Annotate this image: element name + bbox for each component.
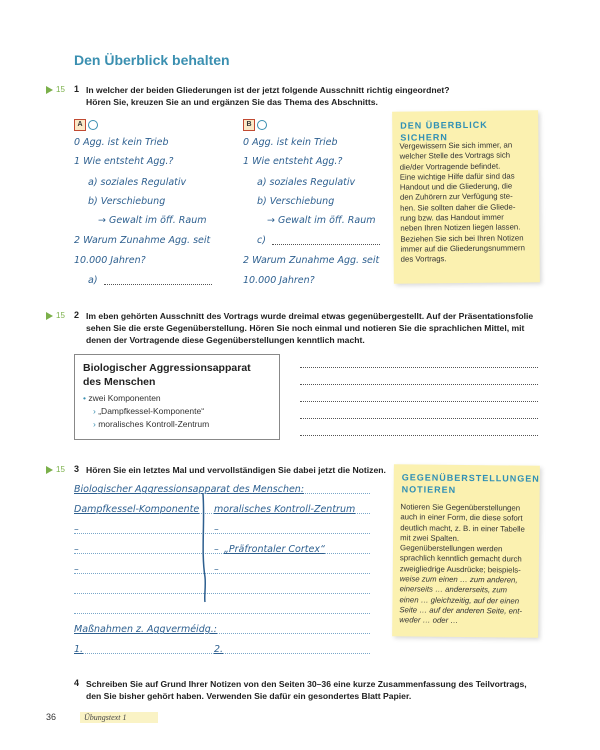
- instruction-line: In welcher der beiden Gliederungen ist der jetzt folgende Ausschnitt richtig eingeordnet?: [86, 85, 450, 95]
- tip-line: sprachlich kenntlich gemacht durch: [399, 553, 522, 565]
- tip-line: immer auf die Gliederungsnummern: [400, 243, 525, 254]
- audio-track-marker-1: [46, 85, 65, 94]
- tip-line: einerseits … andererseits, zum: [399, 584, 508, 595]
- play-icon: [46, 86, 53, 94]
- notes-dash: –: [74, 564, 79, 575]
- page-number: 36: [46, 712, 57, 722]
- notes-measure-1: 1.: [74, 644, 84, 655]
- option-a-label: A: [74, 119, 86, 131]
- answer-line-b[interactable]: [272, 244, 380, 245]
- option-b-checkbox[interactable]: [257, 120, 267, 130]
- ruled-line: [74, 553, 370, 554]
- tip-heading-line: GEGENÜBERSTELLUNGEN: [401, 472, 540, 484]
- outline-line: 2 Warum Zunahme Agg. seit: [74, 235, 211, 246]
- outline-line: 1 Wie entsteht Agg.?: [243, 156, 343, 167]
- answer-line-a[interactable]: [104, 284, 212, 285]
- tip-line: Beziehen Sie sich bei Ihren Notizen: [400, 233, 524, 244]
- audio-track-number: 15: [56, 311, 65, 320]
- tip-line: weder … oder …: [399, 615, 459, 626]
- task-number: 3: [74, 464, 80, 474]
- instruction-line: denen der Vortragende diese Gegenüberstellungen kenntlich macht.: [86, 335, 365, 345]
- notes-dash: –: [74, 544, 79, 555]
- instruction-line: Im eben gehörten Ausschnitt des Vortrags wurde dreimal etwas gegenübergestellt. Auf der Präsentationsfolie: [86, 311, 534, 321]
- tip-line: des Vortrags.: [400, 254, 447, 264]
- notes-dash: –: [214, 564, 219, 575]
- tip-line: Seite … auf der anderen Seite, ent-: [399, 605, 523, 616]
- outline-line: 10.000 Jahren?: [74, 255, 146, 266]
- tip-box-contrasts: [392, 464, 540, 638]
- notes-measures-heading: Maßnahmen z. Aggverméidg.:: [74, 624, 217, 635]
- notes-right-item: „Präfrontaler Cortex“: [224, 544, 325, 555]
- slide-list: [83, 392, 209, 431]
- task-1-instruction: [86, 84, 450, 108]
- answer-line[interactable]: [300, 435, 538, 436]
- tip-line: neben Ihren Notizen liegen lassen.: [400, 222, 521, 234]
- tip-line: Eine wichtige Hilfe dafür sind das: [399, 171, 515, 182]
- notes-dash: –: [214, 524, 219, 535]
- tip-line: Gegenüberstellungen werden: [399, 543, 503, 554]
- tip-heading-line: NOTIEREN: [401, 484, 457, 495]
- tip-line: Notieren Sie Gegenüberstellungen: [400, 502, 521, 513]
- slide-title-line: Biologischer Aggressionsapparat: [83, 362, 251, 374]
- option-a-checkbox[interactable]: [88, 120, 98, 130]
- task-3-instruction: Hören Sie ein letztes Mal und vervollständigen Sie dabei jetzt die Notizen.: [86, 465, 386, 475]
- chevron-right-icon: ›: [93, 406, 96, 416]
- outline-line: c): [257, 235, 266, 246]
- tip-line: Vergewissern Sie sich immer, an: [399, 140, 513, 151]
- presentation-slide: [74, 354, 280, 440]
- chevron-right-icon: ›: [93, 419, 96, 429]
- outline-line: b) Verschiebung: [257, 196, 335, 207]
- tip-line: Handout und die Gliederung, die: [399, 181, 513, 192]
- section-title: Den Überblick behalten: [74, 52, 230, 68]
- answer-line[interactable]: [300, 367, 538, 368]
- outline-line: a) soziales Regulativ: [88, 177, 187, 188]
- column-divider: [198, 492, 212, 604]
- tip-heading: DEN ÜBERBLICK SICHERN: [400, 119, 488, 143]
- audio-track-number: 15: [56, 465, 65, 474]
- instruction-line: den Sie bisher gehört haben. Verwenden Sie dafür ein gesondertes Blatt Papier.: [86, 691, 412, 701]
- outline-line: → Gewalt im öff. Raum: [98, 215, 207, 226]
- instruction-line: Schreiben Sie auf Grund Ihrer Notizen von den Seiten 30–36 eine kurze Zusammenfassung des Teilvortrags,: [86, 679, 527, 689]
- task-4-instruction: [86, 678, 527, 702]
- outline-line: → Gewalt im öff. Raum: [267, 215, 376, 226]
- outline-line: 2 Warum Zunahme Agg. seit: [243, 255, 380, 266]
- slide-bullet: [83, 392, 209, 405]
- tip-body: [399, 140, 525, 265]
- tip-line: rung bzw. das Handout immer: [400, 212, 504, 223]
- audio-track-marker-2: [46, 311, 65, 320]
- tip-body: [399, 502, 525, 627]
- task-number: 2: [74, 310, 80, 320]
- notes-dash: –: [214, 544, 219, 555]
- task-number: 4: [74, 678, 80, 688]
- tip-line: hen. Sie sollten daher die Gliede-: [400, 202, 516, 213]
- tip-line: mit zwei Spalten.: [400, 533, 460, 543]
- option-b-label: B: [243, 119, 255, 131]
- slide-title-line: des Menschen: [83, 376, 156, 388]
- tip-line: auch in einer Form, die diese sofort: [400, 512, 523, 523]
- ruled-line: [74, 573, 370, 574]
- tip-box-overview: [392, 110, 540, 284]
- tip-line: welcher Stelle des Vortrags sich: [399, 150, 511, 161]
- audio-track-marker-3: [46, 465, 65, 474]
- slide-subitem: [83, 418, 209, 431]
- outline-line: b) Verschiebung: [88, 196, 166, 207]
- instruction-line: Hören Sie, kreuzen Sie an und ergänzen Sie das Thema des Abschnitts.: [86, 97, 378, 107]
- subitem-text: moralisches Kontroll-Zentrum: [98, 419, 210, 429]
- ruled-line: [74, 593, 370, 594]
- answer-line[interactable]: [300, 418, 538, 419]
- outline-line: 1 Wie entsteht Agg.?: [74, 156, 174, 167]
- play-icon: [46, 312, 53, 320]
- ruled-line: [74, 533, 370, 534]
- outline-line: 10.000 Jahren?: [243, 275, 315, 286]
- outline-line: a): [88, 275, 98, 286]
- tip-heading: [402, 471, 540, 496]
- answer-line[interactable]: [300, 401, 538, 402]
- audio-track-number: 15: [56, 85, 65, 94]
- tip-line: einen … gleichzeitig, auf der einen: [399, 594, 520, 606]
- notes-measure-2: 2.: [214, 644, 224, 655]
- task-number: 1: [74, 84, 80, 94]
- tip-line: deutlich macht, z. B. in einer Tabelle: [400, 522, 525, 534]
- instruction-line: sehen Sie die erste Gegenüberstellung. Hören Sie noch einmal und notieren Sie die sprachlichen Mittel, mit: [86, 323, 525, 333]
- slide-subitem: [83, 405, 209, 418]
- notes-heading: Biologischer Aggressionsapparat des Menschen:: [74, 484, 305, 495]
- notes-dash: –: [74, 524, 79, 535]
- tip-line: zweigliedrige Ausdrücke; beispiels-: [399, 564, 521, 575]
- outline-line: 0 Agg. ist kein Trieb: [74, 137, 169, 148]
- slide-title: [83, 361, 251, 389]
- notes-left-column: Dampfkessel-Komponente: [74, 504, 200, 515]
- answer-line[interactable]: [300, 384, 538, 385]
- notes-right-column: moralisches Kontroll-Zentrum: [214, 504, 356, 515]
- outline-line: 0 Agg. ist kein Trieb: [243, 137, 338, 148]
- play-icon: [46, 466, 53, 474]
- task-2-instruction: [86, 310, 533, 346]
- outline-line: a) soziales Regulativ: [257, 177, 356, 188]
- bullet-text: zwei Komponenten: [88, 393, 161, 403]
- tip-line: den Zuhörern zur Verfügung ste-: [399, 191, 513, 203]
- tip-line: weise zum einen … zum anderen,: [399, 574, 518, 585]
- ruled-line: [74, 613, 370, 614]
- subitem-text: „Dampfkessel-Komponente“: [98, 406, 205, 416]
- bullet-icon: •: [83, 393, 86, 403]
- tip-line: die/der Vortragende befindet.: [399, 161, 501, 172]
- footer-label: Übungstext 1: [84, 713, 127, 722]
